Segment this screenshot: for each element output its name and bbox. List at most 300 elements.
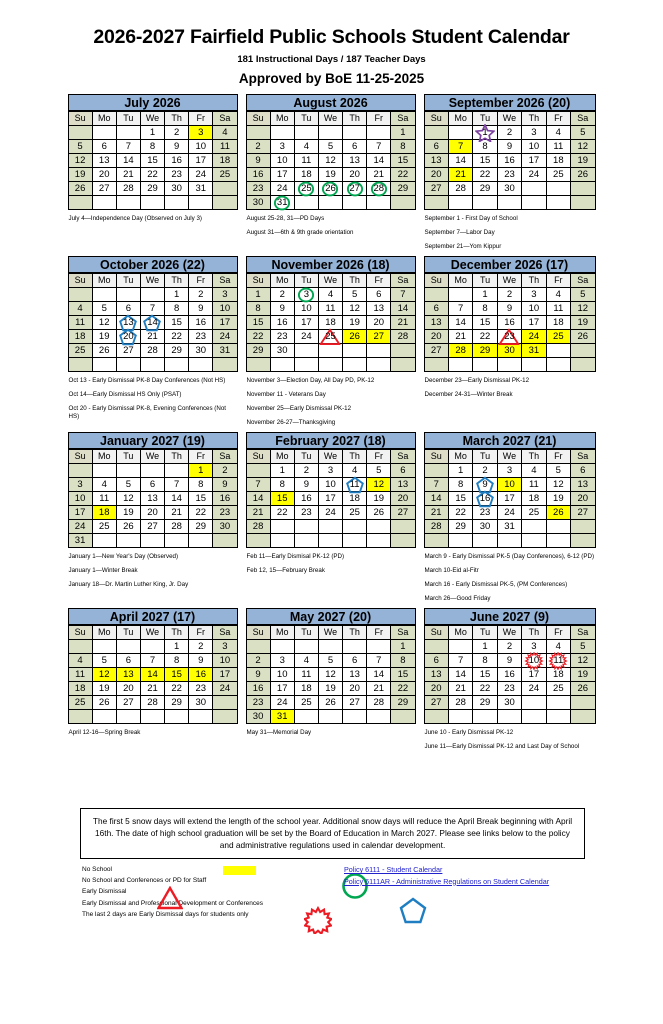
day-cell-22[interactable] [189,506,213,520]
day-cell-7[interactable] [116,140,140,154]
day-cell-13[interactable] [92,154,116,168]
day-cell-19[interactable] [318,682,342,696]
day-cell-15[interactable] [448,492,472,506]
day-cell-10[interactable] [270,668,294,682]
day-cell-29[interactable] [189,520,213,534]
day-cell-26[interactable] [318,696,342,710]
day-cell-5[interactable] [318,654,342,668]
day-cell-27[interactable] [367,330,391,344]
day-cell-19[interactable] [546,492,570,506]
day-cell-3[interactable] [270,654,294,668]
day-cell-12[interactable] [571,654,595,668]
day-cell-3[interactable] [213,640,237,654]
day-cell-31[interactable] [497,520,521,534]
day-cell-4[interactable] [92,478,116,492]
day-cell-1[interactable] [473,288,497,302]
day-cell-29[interactable] [246,344,270,358]
day-cell-1[interactable] [246,288,270,302]
day-cell-6[interactable] [343,654,367,668]
day-cell-18[interactable] [546,668,570,682]
day-cell-19[interactable] [367,492,391,506]
day-cell-5[interactable] [68,140,92,154]
day-cell-25[interactable] [92,520,116,534]
day-cell-20[interactable] [424,330,448,344]
day-cell-8[interactable] [189,478,213,492]
day-cell-8[interactable] [165,302,189,316]
day-cell-25[interactable] [522,506,546,520]
day-cell-22[interactable] [448,506,472,520]
day-cell-10[interactable] [213,654,237,668]
day-cell-16[interactable] [189,668,213,682]
day-cell-1[interactable] [391,640,415,654]
day-cell-2[interactable] [246,654,270,668]
day-cell-23[interactable] [473,506,497,520]
day-cell-19[interactable] [318,168,342,182]
day-cell-13[interactable] [140,492,164,506]
day-cell-2[interactable] [165,126,189,140]
day-cell-31[interactable] [189,182,213,196]
day-cell-8[interactable] [165,654,189,668]
day-cell-13[interactable] [367,302,391,316]
day-cell-4[interactable] [294,140,318,154]
day-cell-22[interactable] [165,330,189,344]
day-cell-25[interactable] [294,182,318,196]
day-cell-30[interactable] [246,710,270,724]
day-cell-11[interactable] [546,302,570,316]
day-cell-27[interactable] [424,182,448,196]
day-cell-23[interactable] [189,330,213,344]
day-cell-28[interactable] [424,520,448,534]
day-cell-1[interactable] [140,126,164,140]
day-cell-20[interactable] [116,682,140,696]
day-cell-28[interactable] [448,696,472,710]
day-cell-20[interactable] [424,682,448,696]
day-cell-4[interactable] [68,654,92,668]
day-cell-6[interactable] [92,140,116,154]
day-cell-13[interactable] [116,668,140,682]
day-cell-2[interactable] [189,640,213,654]
day-cell-23[interactable] [294,506,318,520]
day-cell-11[interactable] [546,140,570,154]
day-cell-6[interactable] [424,302,448,316]
day-cell-6[interactable] [391,464,415,478]
day-cell-5[interactable] [571,126,595,140]
day-cell-23[interactable] [165,168,189,182]
day-cell-8[interactable] [391,654,415,668]
day-cell-26[interactable] [571,682,595,696]
day-cell-19[interactable] [68,168,92,182]
day-cell-26[interactable] [343,330,367,344]
day-cell-10[interactable] [68,492,92,506]
day-cell-29[interactable] [165,696,189,710]
day-cell-10[interactable] [497,478,521,492]
day-cell-8[interactable] [140,140,164,154]
day-cell-31[interactable] [213,344,237,358]
day-cell-24[interactable] [497,506,521,520]
day-cell-3[interactable] [522,288,546,302]
day-cell-17[interactable] [270,168,294,182]
day-cell-4[interactable] [546,126,570,140]
day-cell-22[interactable] [391,682,415,696]
day-cell-7[interactable] [246,478,270,492]
day-cell-25[interactable] [68,344,92,358]
day-cell-20[interactable] [92,168,116,182]
day-cell-27[interactable] [116,344,140,358]
day-cell-29[interactable] [391,696,415,710]
day-cell-2[interactable] [270,288,294,302]
day-cell-12[interactable] [92,668,116,682]
day-cell-11[interactable] [68,316,92,330]
day-cell-30[interactable] [213,520,237,534]
day-cell-13[interactable] [424,154,448,168]
day-cell-11[interactable] [92,492,116,506]
day-cell-22[interactable] [391,168,415,182]
day-cell-6[interactable] [116,302,140,316]
day-cell-10[interactable] [189,140,213,154]
day-cell-26[interactable] [92,344,116,358]
day-cell-21[interactable] [140,330,164,344]
day-cell-27[interactable] [391,506,415,520]
day-cell-1[interactable] [270,464,294,478]
day-cell-9[interactable] [294,478,318,492]
day-cell-6[interactable] [424,140,448,154]
day-cell-29[interactable] [473,344,497,358]
day-cell-10[interactable] [522,140,546,154]
day-cell-21[interactable] [246,506,270,520]
day-cell-14[interactable] [116,154,140,168]
day-cell-18[interactable] [522,492,546,506]
day-cell-26[interactable] [68,182,92,196]
day-cell-18[interactable] [318,316,342,330]
day-cell-11[interactable] [68,668,92,682]
day-cell-24[interactable] [213,330,237,344]
day-cell-2[interactable] [473,464,497,478]
day-cell-7[interactable] [140,654,164,668]
day-cell-28[interactable] [367,182,391,196]
day-cell-3[interactable] [270,140,294,154]
day-cell-11[interactable] [522,478,546,492]
day-cell-13[interactable] [391,478,415,492]
day-cell-12[interactable] [546,478,570,492]
day-cell-4[interactable] [343,464,367,478]
day-cell-22[interactable] [246,330,270,344]
day-cell-14[interactable] [140,668,164,682]
day-cell-3[interactable] [213,288,237,302]
day-cell-26[interactable] [571,330,595,344]
day-cell-28[interactable] [116,182,140,196]
day-cell-20[interactable] [343,168,367,182]
day-cell-9[interactable] [246,154,270,168]
day-cell-25[interactable] [318,330,342,344]
day-cell-6[interactable] [571,464,595,478]
day-cell-4[interactable] [522,464,546,478]
day-cell-15[interactable] [165,668,189,682]
day-cell-27[interactable] [343,182,367,196]
day-cell-5[interactable] [92,302,116,316]
day-cell-20[interactable] [343,682,367,696]
policy-link[interactable]: Policy 6111AR - Administrative Regulations on Student Calendar [344,876,550,886]
day-cell-26[interactable] [367,506,391,520]
day-cell-26[interactable] [571,168,595,182]
day-cell-17[interactable] [294,316,318,330]
day-cell-13[interactable] [424,316,448,330]
day-cell-30[interactable] [189,344,213,358]
day-cell-17[interactable] [213,668,237,682]
day-cell-14[interactable] [140,316,164,330]
day-cell-15[interactable] [165,316,189,330]
day-cell-19[interactable] [92,330,116,344]
day-cell-23[interactable] [497,682,521,696]
day-cell-6[interactable] [140,478,164,492]
day-cell-29[interactable] [391,182,415,196]
day-cell-3[interactable] [189,126,213,140]
day-cell-29[interactable] [473,696,497,710]
day-cell-9[interactable] [213,478,237,492]
day-cell-15[interactable] [473,154,497,168]
day-cell-3[interactable] [522,640,546,654]
day-cell-9[interactable] [189,302,213,316]
day-cell-4[interactable] [68,302,92,316]
day-cell-28[interactable] [367,696,391,710]
day-cell-15[interactable] [140,154,164,168]
day-cell-22[interactable] [165,682,189,696]
day-cell-8[interactable] [448,478,472,492]
day-cell-16[interactable] [294,492,318,506]
day-cell-18[interactable] [294,168,318,182]
day-cell-8[interactable] [473,654,497,668]
day-cell-18[interactable] [213,154,237,168]
day-cell-18[interactable] [68,330,92,344]
day-cell-16[interactable] [189,316,213,330]
day-cell-19[interactable] [571,668,595,682]
day-cell-12[interactable] [571,302,595,316]
day-cell-21[interactable] [367,682,391,696]
day-cell-21[interactable] [424,506,448,520]
day-cell-10[interactable] [294,302,318,316]
day-cell-1[interactable] [391,126,415,140]
day-cell-19[interactable] [571,316,595,330]
day-cell-19[interactable] [343,316,367,330]
day-cell-4[interactable] [213,126,237,140]
day-cell-17[interactable] [213,316,237,330]
day-cell-21[interactable] [391,316,415,330]
day-cell-28[interactable] [140,696,164,710]
day-cell-25[interactable] [294,696,318,710]
day-cell-4[interactable] [318,288,342,302]
day-cell-25[interactable] [213,168,237,182]
day-cell-27[interactable] [92,182,116,196]
day-cell-25[interactable] [343,506,367,520]
day-cell-7[interactable] [367,654,391,668]
day-cell-8[interactable] [473,302,497,316]
day-cell-24[interactable] [189,168,213,182]
day-cell-9[interactable] [189,654,213,668]
day-cell-27[interactable] [424,344,448,358]
day-cell-3[interactable] [68,478,92,492]
day-cell-17[interactable] [270,682,294,696]
day-cell-14[interactable] [391,302,415,316]
day-cell-12[interactable] [68,154,92,168]
day-cell-17[interactable] [522,316,546,330]
day-cell-1[interactable] [473,126,497,140]
day-cell-18[interactable] [343,492,367,506]
day-cell-16[interactable] [165,154,189,168]
day-cell-8[interactable] [391,140,415,154]
day-cell-24[interactable] [294,330,318,344]
day-cell-18[interactable] [294,682,318,696]
day-cell-7[interactable] [140,302,164,316]
day-cell-5[interactable] [116,478,140,492]
day-cell-11[interactable] [546,654,570,668]
day-cell-18[interactable] [546,316,570,330]
day-cell-6[interactable] [116,654,140,668]
day-cell-4[interactable] [294,654,318,668]
day-cell-11[interactable] [343,478,367,492]
day-cell-28[interactable] [448,182,472,196]
day-cell-31[interactable] [270,196,294,210]
day-cell-1[interactable] [189,464,213,478]
day-cell-10[interactable] [522,302,546,316]
day-cell-18[interactable] [546,154,570,168]
day-cell-30[interactable] [497,344,521,358]
day-cell-24[interactable] [522,168,546,182]
day-cell-9[interactable] [246,668,270,682]
day-cell-22[interactable] [270,506,294,520]
day-cell-2[interactable] [213,464,237,478]
day-cell-26[interactable] [318,182,342,196]
day-cell-9[interactable] [497,302,521,316]
day-cell-25[interactable] [546,168,570,182]
day-cell-7[interactable] [448,140,472,154]
day-cell-11[interactable] [213,140,237,154]
day-cell-14[interactable] [246,492,270,506]
day-cell-12[interactable] [116,492,140,506]
day-cell-4[interactable] [546,640,570,654]
day-cell-2[interactable] [497,640,521,654]
day-cell-31[interactable] [68,534,92,548]
day-cell-17[interactable] [189,154,213,168]
day-cell-13[interactable] [116,316,140,330]
day-cell-17[interactable] [68,506,92,520]
day-cell-23[interactable] [246,696,270,710]
day-cell-16[interactable] [246,682,270,696]
day-cell-3[interactable] [497,464,521,478]
day-cell-7[interactable] [367,140,391,154]
day-cell-24[interactable] [318,506,342,520]
day-cell-29[interactable] [165,344,189,358]
day-cell-24[interactable] [270,182,294,196]
day-cell-28[interactable] [165,520,189,534]
day-cell-23[interactable] [213,506,237,520]
day-cell-21[interactable] [165,506,189,520]
day-cell-17[interactable] [318,492,342,506]
day-cell-30[interactable] [473,520,497,534]
day-cell-13[interactable] [343,668,367,682]
day-cell-13[interactable] [571,478,595,492]
day-cell-31[interactable] [522,344,546,358]
day-cell-22[interactable] [140,168,164,182]
day-cell-19[interactable] [116,506,140,520]
day-cell-30[interactable] [165,182,189,196]
day-cell-24[interactable] [213,682,237,696]
day-cell-13[interactable] [424,668,448,682]
day-cell-20[interactable] [571,492,595,506]
day-cell-27[interactable] [140,520,164,534]
day-cell-24[interactable] [68,520,92,534]
day-cell-14[interactable] [367,154,391,168]
day-cell-14[interactable] [448,154,472,168]
day-cell-3[interactable] [294,288,318,302]
day-cell-23[interactable] [189,682,213,696]
day-cell-5[interactable] [92,654,116,668]
day-cell-2[interactable] [294,464,318,478]
day-cell-16[interactable] [497,668,521,682]
day-cell-1[interactable] [473,640,497,654]
day-cell-9[interactable] [473,478,497,492]
day-cell-10[interactable] [213,302,237,316]
day-cell-15[interactable] [270,492,294,506]
day-cell-20[interactable] [140,506,164,520]
day-cell-29[interactable] [473,182,497,196]
day-cell-23[interactable] [246,182,270,196]
day-cell-10[interactable] [522,654,546,668]
day-cell-7[interactable] [391,288,415,302]
day-cell-21[interactable] [448,168,472,182]
day-cell-20[interactable] [367,316,391,330]
day-cell-14[interactable] [424,492,448,506]
day-cell-15[interactable] [391,668,415,682]
day-cell-7[interactable] [165,478,189,492]
day-cell-17[interactable] [522,668,546,682]
day-cell-28[interactable] [140,344,164,358]
day-cell-26[interactable] [116,520,140,534]
day-cell-18[interactable] [92,506,116,520]
day-cell-12[interactable] [318,668,342,682]
day-cell-16[interactable] [473,492,497,506]
policy-link[interactable]: Policy 6111 - Student Calendar [344,865,443,874]
day-cell-27[interactable] [116,696,140,710]
day-cell-30[interactable] [497,696,521,710]
day-cell-29[interactable] [140,182,164,196]
day-cell-17[interactable] [497,492,521,506]
day-cell-12[interactable] [571,140,595,154]
day-cell-9[interactable] [165,140,189,154]
day-cell-28[interactable] [246,520,270,534]
day-cell-19[interactable] [92,682,116,696]
day-cell-21[interactable] [448,330,472,344]
day-cell-30[interactable] [189,696,213,710]
day-cell-28[interactable] [448,344,472,358]
day-cell-12[interactable] [318,154,342,168]
day-cell-7[interactable] [448,654,472,668]
day-cell-25[interactable] [68,696,92,710]
day-cell-3[interactable] [522,126,546,140]
day-cell-2[interactable] [189,288,213,302]
day-cell-16[interactable] [497,154,521,168]
day-cell-15[interactable] [246,316,270,330]
day-cell-8[interactable] [473,140,497,154]
day-cell-15[interactable] [473,316,497,330]
day-cell-20[interactable] [391,492,415,506]
day-cell-27[interactable] [343,696,367,710]
day-cell-20[interactable] [116,330,140,344]
day-cell-30[interactable] [270,344,294,358]
day-cell-5[interactable] [546,464,570,478]
day-cell-23[interactable] [497,168,521,182]
day-cell-6[interactable] [424,654,448,668]
day-cell-27[interactable] [424,696,448,710]
day-cell-24[interactable] [522,330,546,344]
